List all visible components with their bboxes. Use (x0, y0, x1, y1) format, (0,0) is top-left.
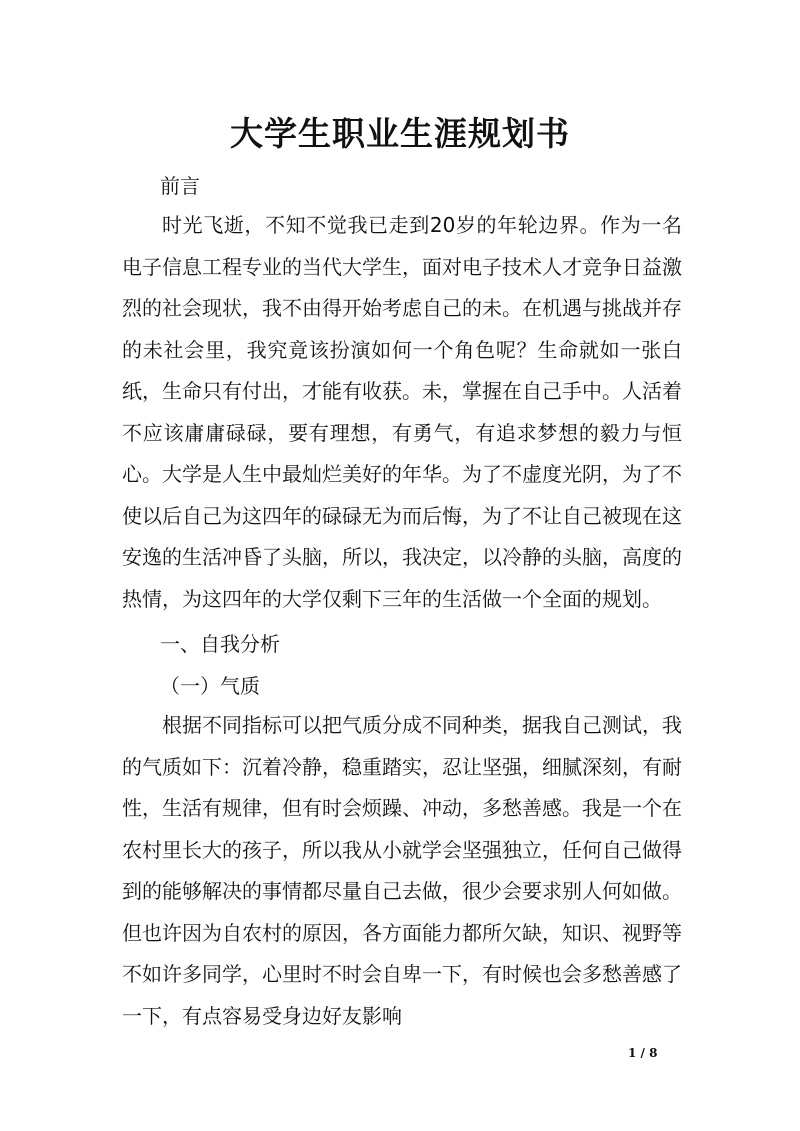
preface-heading: 前言 (160, 174, 200, 198)
self-analysis-heading: 一、自我分析 (160, 632, 280, 656)
preface-paragraph: 时光飞逝，不知不觉我已走到20岁的年轮边界。作为一名电子信息工程专业的当代大学生，面对电子技术人才竞争日益激烈的社会现状，我不由得开始考虑自己的未。在机遇与挑战并存的未社会里，我究竟该扮演如何一个角色呢？生命就如一张白纸，生命只有付出，才能有收获。未，掌握在自己手中。人活着不应该庸庸碌碌，要有理想，有勇气，有追求梦想的毅力与恒心。大学是人生中最灿烂美好的年华。为了不虚度光阴，为了不使以后自己为这四年的碌碌无为而后悔，为了不让自己被现在这安逸的生活冲昏了头脑，所以，我决定，以冷静的头脑，高度的热情，为这四年的大学仅剩下三年的生活做一个全面的规划。 (122, 213, 682, 611)
page-number: 1 / 8 (628, 1046, 658, 1060)
document-title: 大学生职业生涯规划书 (230, 114, 570, 153)
temperament-paragraph: 根据不同指标可以把气质分成不同种类，据我自己测试，我的气质如下：沉着冷静，稳重踏实，忍让坚强，细腻深刻，有耐性，生活有规律，但有时会烦躁、冲动，多愁善感。我是一个在农村里长大的孩子，所以我从小就学会坚强独立，任何自己做得到的能够解决的事情都尽量自己去做，很少会要求别人何如做。但也许因为自农村的原因，各方面能力都所欠缺，知识、视野等不如许多同学，心里时不时会自卑一下，有时候也会多愁善感了一下，有点容易受身边好友影响 (122, 713, 682, 1028)
temperament-heading: （一）气质 (160, 674, 260, 698)
